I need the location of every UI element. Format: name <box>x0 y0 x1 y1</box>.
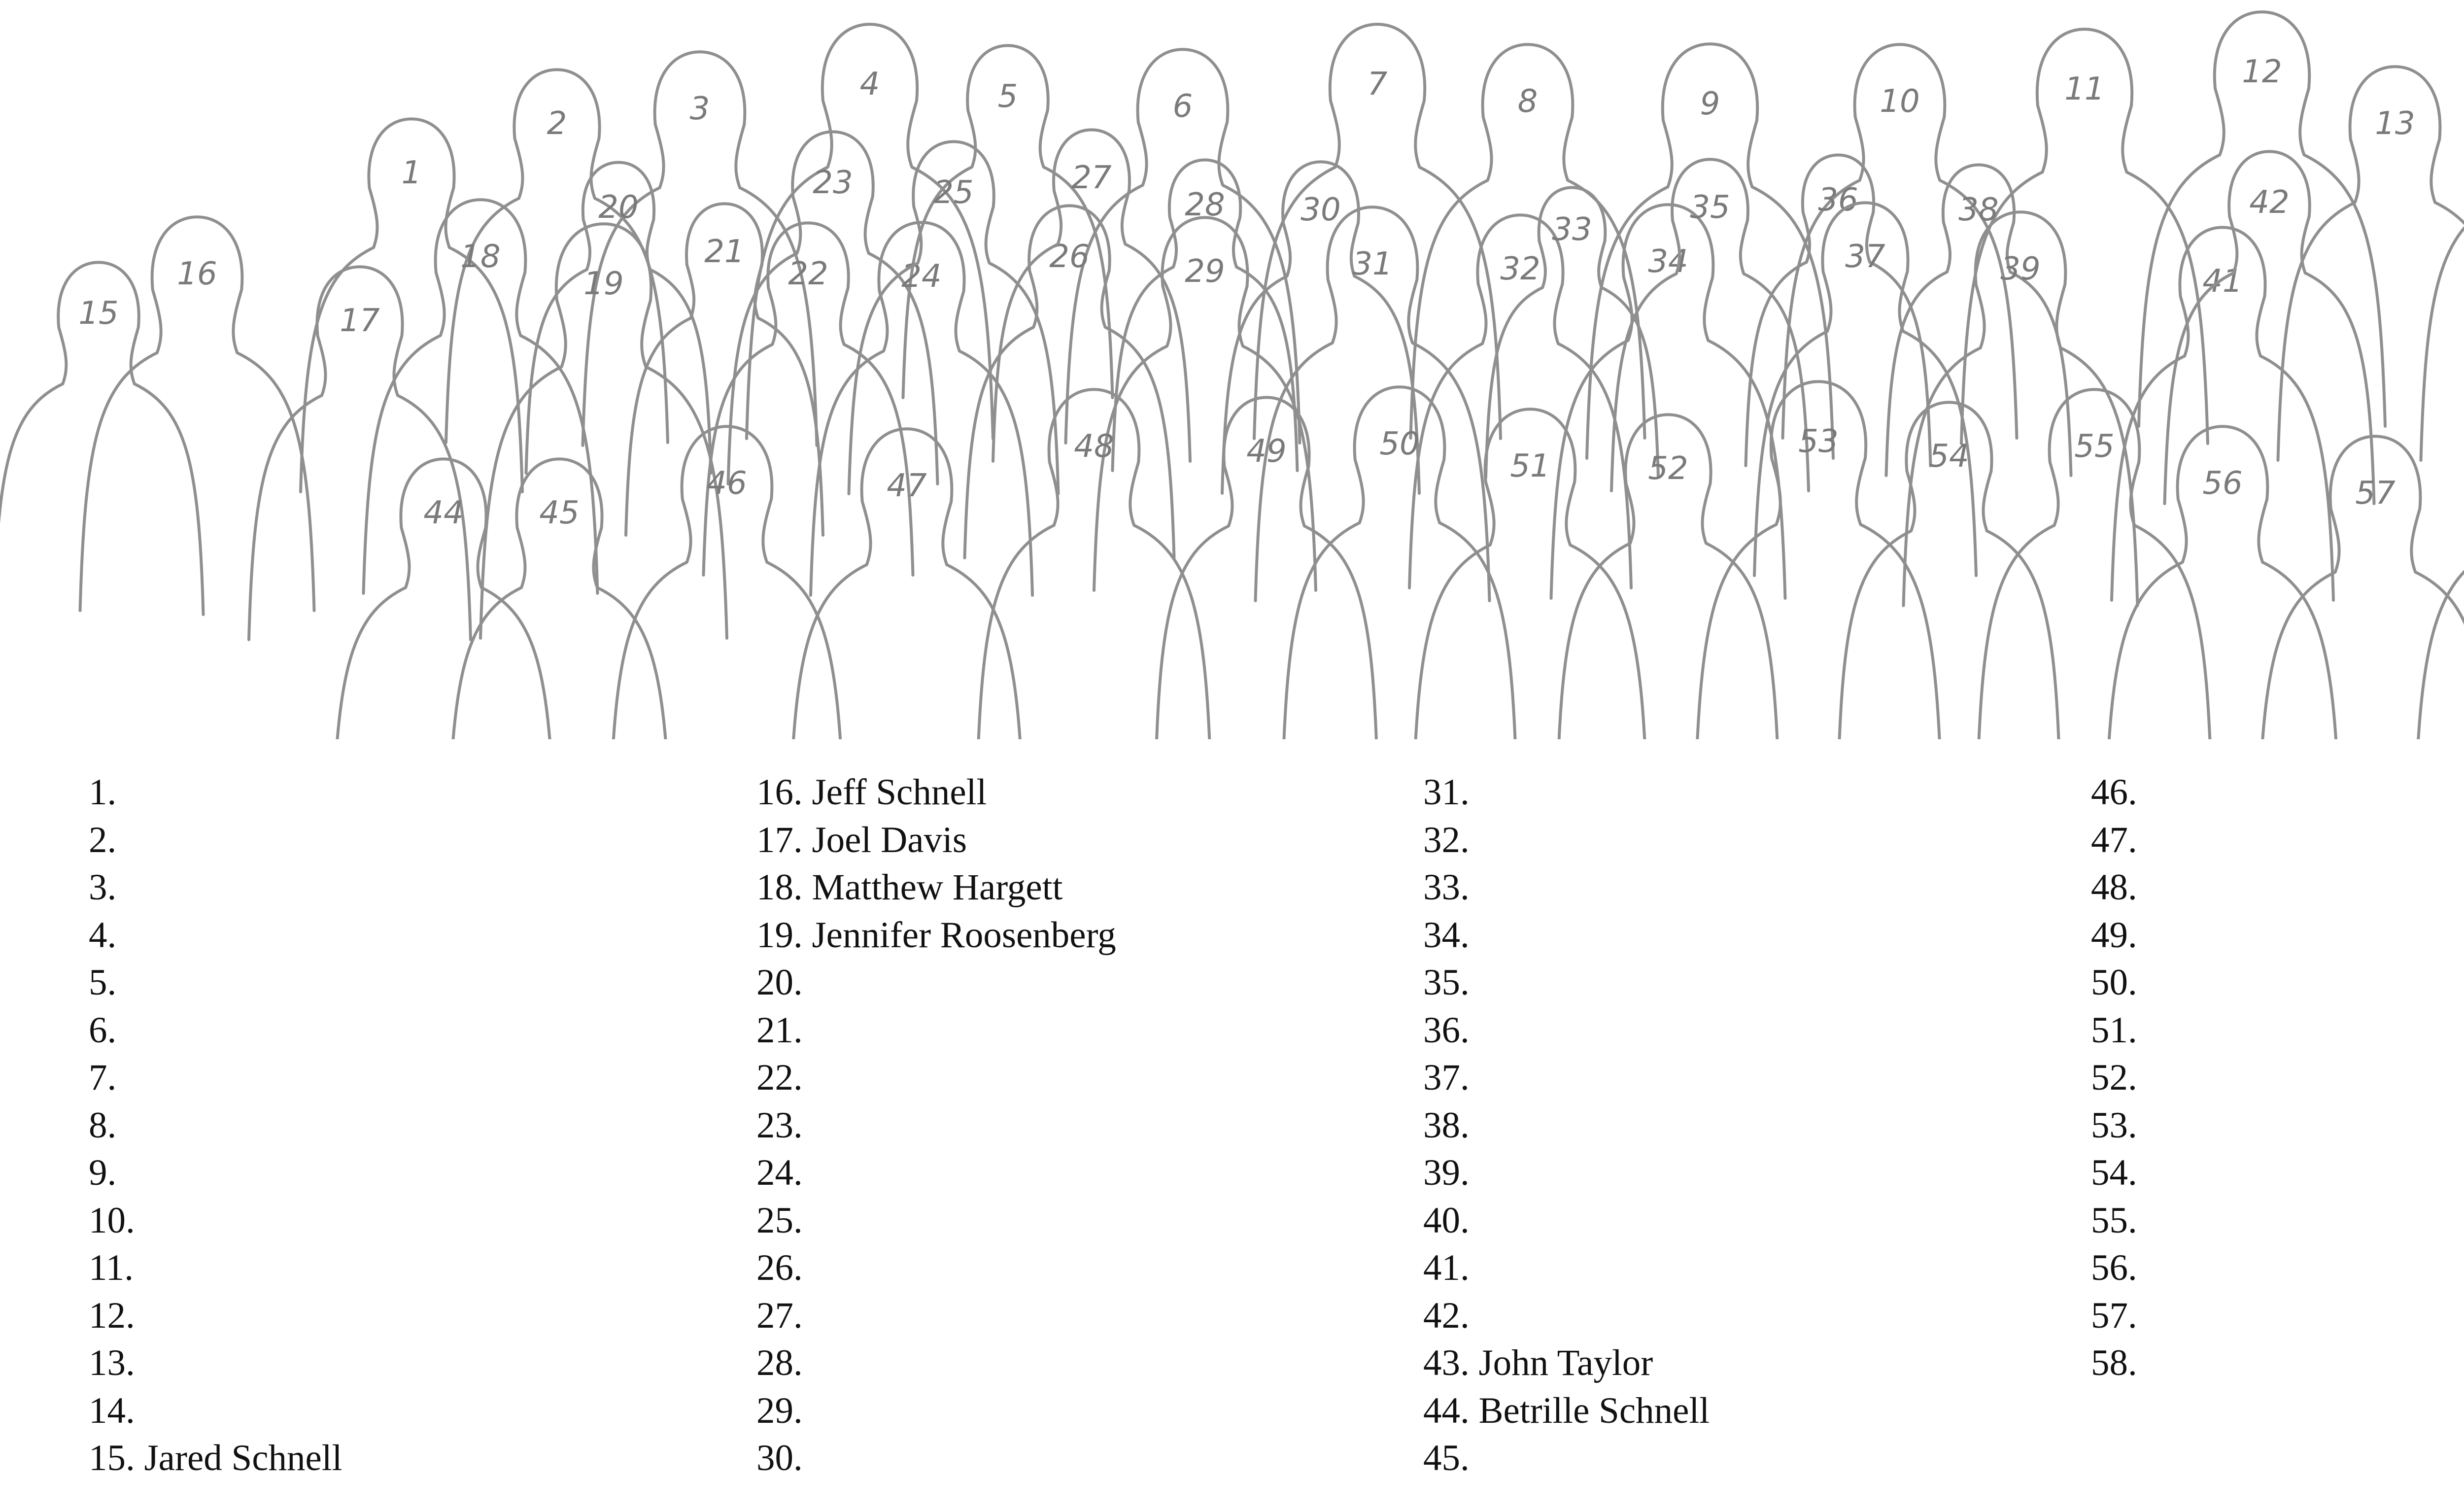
legend-entry-number: 14. <box>89 1390 135 1431</box>
legend-entry <box>89 1054 729 1102</box>
legend-entry-number: 31. <box>1423 772 1470 813</box>
legend-entry-number: 35. <box>1423 962 1470 1003</box>
legend-entry <box>89 864 729 912</box>
legend-column-4 <box>2091 769 2464 1387</box>
legend-entry <box>2091 1054 2464 1102</box>
legend-entry-name: Joel Davis <box>812 819 967 860</box>
person-silhouette <box>2259 436 2464 739</box>
legend-entry-number: 50. <box>2091 962 2137 1003</box>
legend-entry <box>89 1292 729 1340</box>
legend-entry-number: 40. <box>1423 1200 1470 1241</box>
silhouette-number-label: 12 <box>2242 54 2282 90</box>
legend-column-2 <box>756 769 1397 1482</box>
legend-entry <box>756 1387 1397 1435</box>
person-silhouette <box>333 459 554 739</box>
legend-entry-number: 33. <box>1423 867 1470 908</box>
legend-entry-number: 57. <box>2091 1295 2137 1336</box>
legend-entry <box>2091 912 2464 960</box>
legend-entry-number: 8. <box>89 1104 117 1146</box>
legend-entry-number: 16. <box>756 772 803 813</box>
person-silhouette <box>1113 160 1298 471</box>
legend-entry-number: 13. <box>89 1342 135 1383</box>
legend-entry-number: 49. <box>2091 914 2137 956</box>
silhouette-number-label: 26 <box>1049 239 1090 275</box>
silhouette-number-label: 11 <box>2064 71 2105 107</box>
silhouette-number-label: 46 <box>707 465 747 502</box>
legend-entry <box>2091 817 2464 864</box>
legend-entry-number: 20. <box>756 962 803 1003</box>
legend-entry-number: 9. <box>89 1152 117 1193</box>
legend-entry-number: 52. <box>2091 1057 2137 1098</box>
silhouette-number-label: 50 <box>1379 426 1420 462</box>
silhouette-outline <box>2421 67 2464 460</box>
legend-entry-number: 6. <box>89 1009 117 1051</box>
silhouette-number-label: 3 <box>689 91 710 127</box>
silhouette-number-label: 56 <box>2202 465 2243 502</box>
person-silhouette <box>480 224 727 638</box>
legend-entry-name: Matthew Hargett <box>812 867 1063 908</box>
person-silhouette <box>1283 387 1517 739</box>
person-silhouette <box>80 217 314 611</box>
legend-entry-number: 4. <box>89 914 117 956</box>
legend-entry <box>89 1339 729 1387</box>
legend-entry <box>89 1387 729 1435</box>
person-silhouette <box>2106 426 2340 739</box>
silhouette-number-label: 53 <box>1798 423 1839 460</box>
silhouette-number-label: 22 <box>788 256 828 292</box>
silhouette-number-label: 28 <box>1185 187 1225 223</box>
silhouette-number-label: 15 <box>78 295 119 332</box>
legend-entry-number: 46. <box>2091 772 2137 813</box>
legend-entry <box>89 1007 729 1055</box>
silhouette-number-label: 45 <box>539 495 580 531</box>
legend-entry <box>756 912 1397 960</box>
person-silhouette <box>1066 49 1300 443</box>
legend-entry-number: 24. <box>756 1152 803 1193</box>
legend-entry-number: 47. <box>2091 819 2137 860</box>
legend-entry-number: 19. <box>756 914 803 956</box>
legend-entry-number: 17. <box>756 819 803 860</box>
legend-entry <box>1423 1292 2064 1340</box>
legend-entry <box>1423 1102 2064 1150</box>
silhouette-number-label: 17 <box>340 303 380 339</box>
silhouette-number-label: 57 <box>2355 475 2396 512</box>
person-silhouette <box>1411 44 1645 438</box>
silhouette-number-label: 31 <box>1352 246 1393 282</box>
legend-entry-number: 18. <box>756 867 803 908</box>
legend-entry-number: 43. <box>1423 1342 1470 1383</box>
legend-entry <box>756 1244 1397 1292</box>
silhouette-number-label: 8 <box>1517 83 1538 120</box>
legend-entry-number: 15. <box>89 1438 135 1478</box>
silhouette-number-label: 39 <box>2000 251 2041 287</box>
person-silhouette <box>1904 212 2138 606</box>
silhouette-number-label: 9 <box>1700 86 1720 122</box>
silhouette-number-label: 27 <box>1071 160 1112 196</box>
legend-entry <box>1423 864 2064 912</box>
legend-entry-number: 28. <box>756 1342 803 1383</box>
silhouette-number-label: 24 <box>901 258 942 295</box>
person-silhouette <box>1094 217 1316 590</box>
person-silhouette <box>0 262 204 615</box>
legend-entry <box>756 959 1397 1007</box>
legend-entry-name: Jennifer Roosenberg <box>812 914 1116 956</box>
legend-entry-number: 25. <box>756 1200 803 1241</box>
legend-entry <box>2091 864 2464 912</box>
legend-entry-name: Betrille Schnell <box>1478 1390 1710 1431</box>
legend-entry-number: 26. <box>756 1247 803 1288</box>
person-silhouette <box>526 162 711 473</box>
silhouette-number-label: 29 <box>1185 253 1225 290</box>
person-silhouette <box>1486 187 1658 478</box>
silhouette-number-label: 32 <box>1500 251 1540 287</box>
person-silhouette <box>249 267 471 640</box>
legend-entry <box>2091 1292 2464 1340</box>
legend-entry <box>756 864 1397 912</box>
legend-entry-number: 48. <box>2091 867 2137 908</box>
legend-entry <box>1423 1197 2064 1245</box>
silhouette-number-label: 6 <box>1172 88 1193 125</box>
legend-entry-number: 38. <box>1423 1104 1470 1146</box>
silhouette-number-label: 18 <box>460 239 501 275</box>
person-silhouette <box>728 132 938 484</box>
legend-entry-number: 32. <box>1423 819 1470 860</box>
silhouette-number-label: 54 <box>1929 438 1969 475</box>
legend-entry <box>2091 959 2464 1007</box>
legend-entry <box>2091 1102 2464 1150</box>
legend-entry-number: 23. <box>756 1104 803 1146</box>
silhouette-number-label: 1 <box>401 155 422 191</box>
person-silhouette <box>1611 159 1809 491</box>
silhouette-number-label: 49 <box>1246 433 1287 470</box>
legend-entry-number: 2. <box>89 819 117 860</box>
legend-entry-number: 34. <box>1423 914 1470 956</box>
legend-entry-name: Jared Schnell <box>144 1438 342 1478</box>
silhouette-number-label: 38 <box>1958 192 1999 228</box>
silhouette-number-label: 48 <box>1074 428 1114 465</box>
silhouette-number-label: 52 <box>1648 450 1688 487</box>
legend-entry <box>756 1292 1397 1340</box>
person-silhouette <box>1838 402 2060 739</box>
legend-entry <box>1423 912 2064 960</box>
silhouette-number-label: 20 <box>598 189 639 226</box>
legend-entry-number: 36. <box>1423 1009 1470 1051</box>
silhouette-number-label: 36 <box>1818 182 1858 218</box>
legend-entry-number: 1. <box>89 772 117 813</box>
silhouette-canvas <box>0 0 2464 739</box>
legend-entry <box>1423 1387 2064 1435</box>
legend-entry <box>89 1149 729 1197</box>
legend-entry-number: 12. <box>89 1295 135 1336</box>
legend-entry <box>2091 1244 2464 1292</box>
person-silhouette <box>2421 67 2464 460</box>
legend-entry <box>1423 769 2064 817</box>
silhouette-number-label: 37 <box>1845 239 1885 275</box>
legend-entry <box>89 769 729 817</box>
legend-entry-number: 51. <box>2091 1009 2137 1051</box>
person-silhouette <box>610 426 844 739</box>
legend-entry <box>89 959 729 1007</box>
silhouette-number-label: 10 <box>1880 83 1920 120</box>
silhouette-number-label: 47 <box>887 468 927 504</box>
legend-entry <box>2091 1197 2464 1245</box>
silhouette-number-label: 33 <box>1552 211 1592 248</box>
legend-entry <box>756 1054 1397 1102</box>
person-silhouette <box>583 52 817 446</box>
legend-entry <box>1423 1244 2064 1292</box>
silhouette-number-label: 13 <box>2375 105 2415 142</box>
silhouette-number-label: 23 <box>813 165 853 201</box>
legend-entry-number: 11. <box>89 1247 134 1288</box>
legend-entry <box>756 1435 1397 1482</box>
legend-entry <box>89 1244 729 1292</box>
legend-entry <box>89 1197 729 1245</box>
legend-entry <box>1423 959 2064 1007</box>
legend-entry <box>756 769 1397 817</box>
legend-entry <box>2091 1007 2464 1055</box>
person-silhouette <box>790 429 1024 739</box>
legend-entry-number: 41. <box>1423 1247 1470 1288</box>
legend-entry <box>1423 1007 2064 1055</box>
legend-entry <box>2091 1339 2464 1387</box>
silhouette-number-label: 19 <box>583 266 624 302</box>
legend-entry-number: 30. <box>756 1438 803 1478</box>
legend-entry <box>756 1197 1397 1245</box>
legend-entry-number: 3. <box>89 867 117 908</box>
legend-entry-number: 55. <box>2091 1200 2137 1241</box>
legend-entry-number: 53. <box>2091 1104 2137 1146</box>
legend-entry-number: 7. <box>89 1057 117 1098</box>
legend-entry-name: John Taylor <box>1478 1342 1653 1383</box>
person-silhouette <box>1754 203 1976 576</box>
person-silhouette <box>811 222 1032 595</box>
legend-entry-number: 58. <box>2091 1342 2137 1383</box>
legend-entry <box>89 817 729 864</box>
silhouette-number-label: 34 <box>1648 243 1688 280</box>
legend-entry-number: 44. <box>1423 1390 1470 1431</box>
silhouette-number-label: 7 <box>1367 66 1388 103</box>
silhouette-number-label: 5 <box>997 78 1018 115</box>
legend-entry-number: 22. <box>756 1057 803 1098</box>
person-silhouette <box>849 141 1059 494</box>
legend-entry <box>89 912 729 960</box>
legend-entry-number: 10. <box>89 1200 135 1241</box>
silhouette-number-label: 2 <box>547 105 567 142</box>
legend-entry-name: Jeff Schnell <box>812 772 987 813</box>
silhouette-number-label: 35 <box>1690 189 1730 226</box>
legend-entry <box>89 1435 729 1482</box>
legend-entry-number: 29. <box>756 1390 803 1431</box>
legend-entry <box>1423 1339 2064 1387</box>
legend-entry-number: 37. <box>1423 1057 1470 1098</box>
silhouette-number-label: 44 <box>423 495 464 531</box>
legend-entry-number: 54. <box>2091 1152 2137 1193</box>
legend-entry <box>2091 769 2464 817</box>
legend-entry-number: 56. <box>2091 1247 2137 1288</box>
legend-entry <box>1423 817 2064 864</box>
legend-entry <box>756 1102 1397 1150</box>
person-silhouette <box>301 119 522 492</box>
legend-entry <box>1423 1435 2064 1482</box>
silhouette-number-label: 42 <box>2249 184 2290 221</box>
silhouette-number-label: 25 <box>933 174 974 211</box>
legend-column-3 <box>1423 769 2064 1482</box>
person-silhouette <box>704 223 913 575</box>
legend-entry-number: 5. <box>89 962 117 1003</box>
name-legend <box>0 769 2464 1498</box>
legend-entry <box>756 1339 1397 1387</box>
legend-entry <box>1423 1054 2064 1102</box>
legend-entry-number: 21. <box>756 1009 803 1051</box>
legend-entry <box>756 1007 1397 1055</box>
silhouette-number-label: 55 <box>2074 428 2115 465</box>
legend-entry-number: 42. <box>1423 1295 1470 1336</box>
legend-entry-number: 27. <box>756 1295 803 1336</box>
silhouette-number-label: 41 <box>2202 263 2243 300</box>
silhouette-group-drawing <box>0 0 2464 739</box>
silhouette-number-label: 51 <box>1510 448 1550 484</box>
legend-entry <box>756 1149 1397 1197</box>
legend-entry <box>756 817 1397 864</box>
legend-entry <box>89 1102 729 1150</box>
legend-entry <box>2091 1149 2464 1197</box>
legend-entry-number: 45. <box>1423 1438 1470 1478</box>
legend-entry <box>1423 1149 2064 1197</box>
silhouette-number-label: 16 <box>177 256 217 292</box>
person-silhouette <box>2112 227 2333 600</box>
silhouette-number-label: 4 <box>859 66 880 103</box>
person-silhouette <box>1961 29 2208 444</box>
silhouette-number-label: 21 <box>704 234 745 270</box>
legend-column-1 <box>89 769 729 1482</box>
legend-entry-number: 39. <box>1423 1152 1470 1193</box>
silhouette-number-label: 30 <box>1300 192 1341 228</box>
